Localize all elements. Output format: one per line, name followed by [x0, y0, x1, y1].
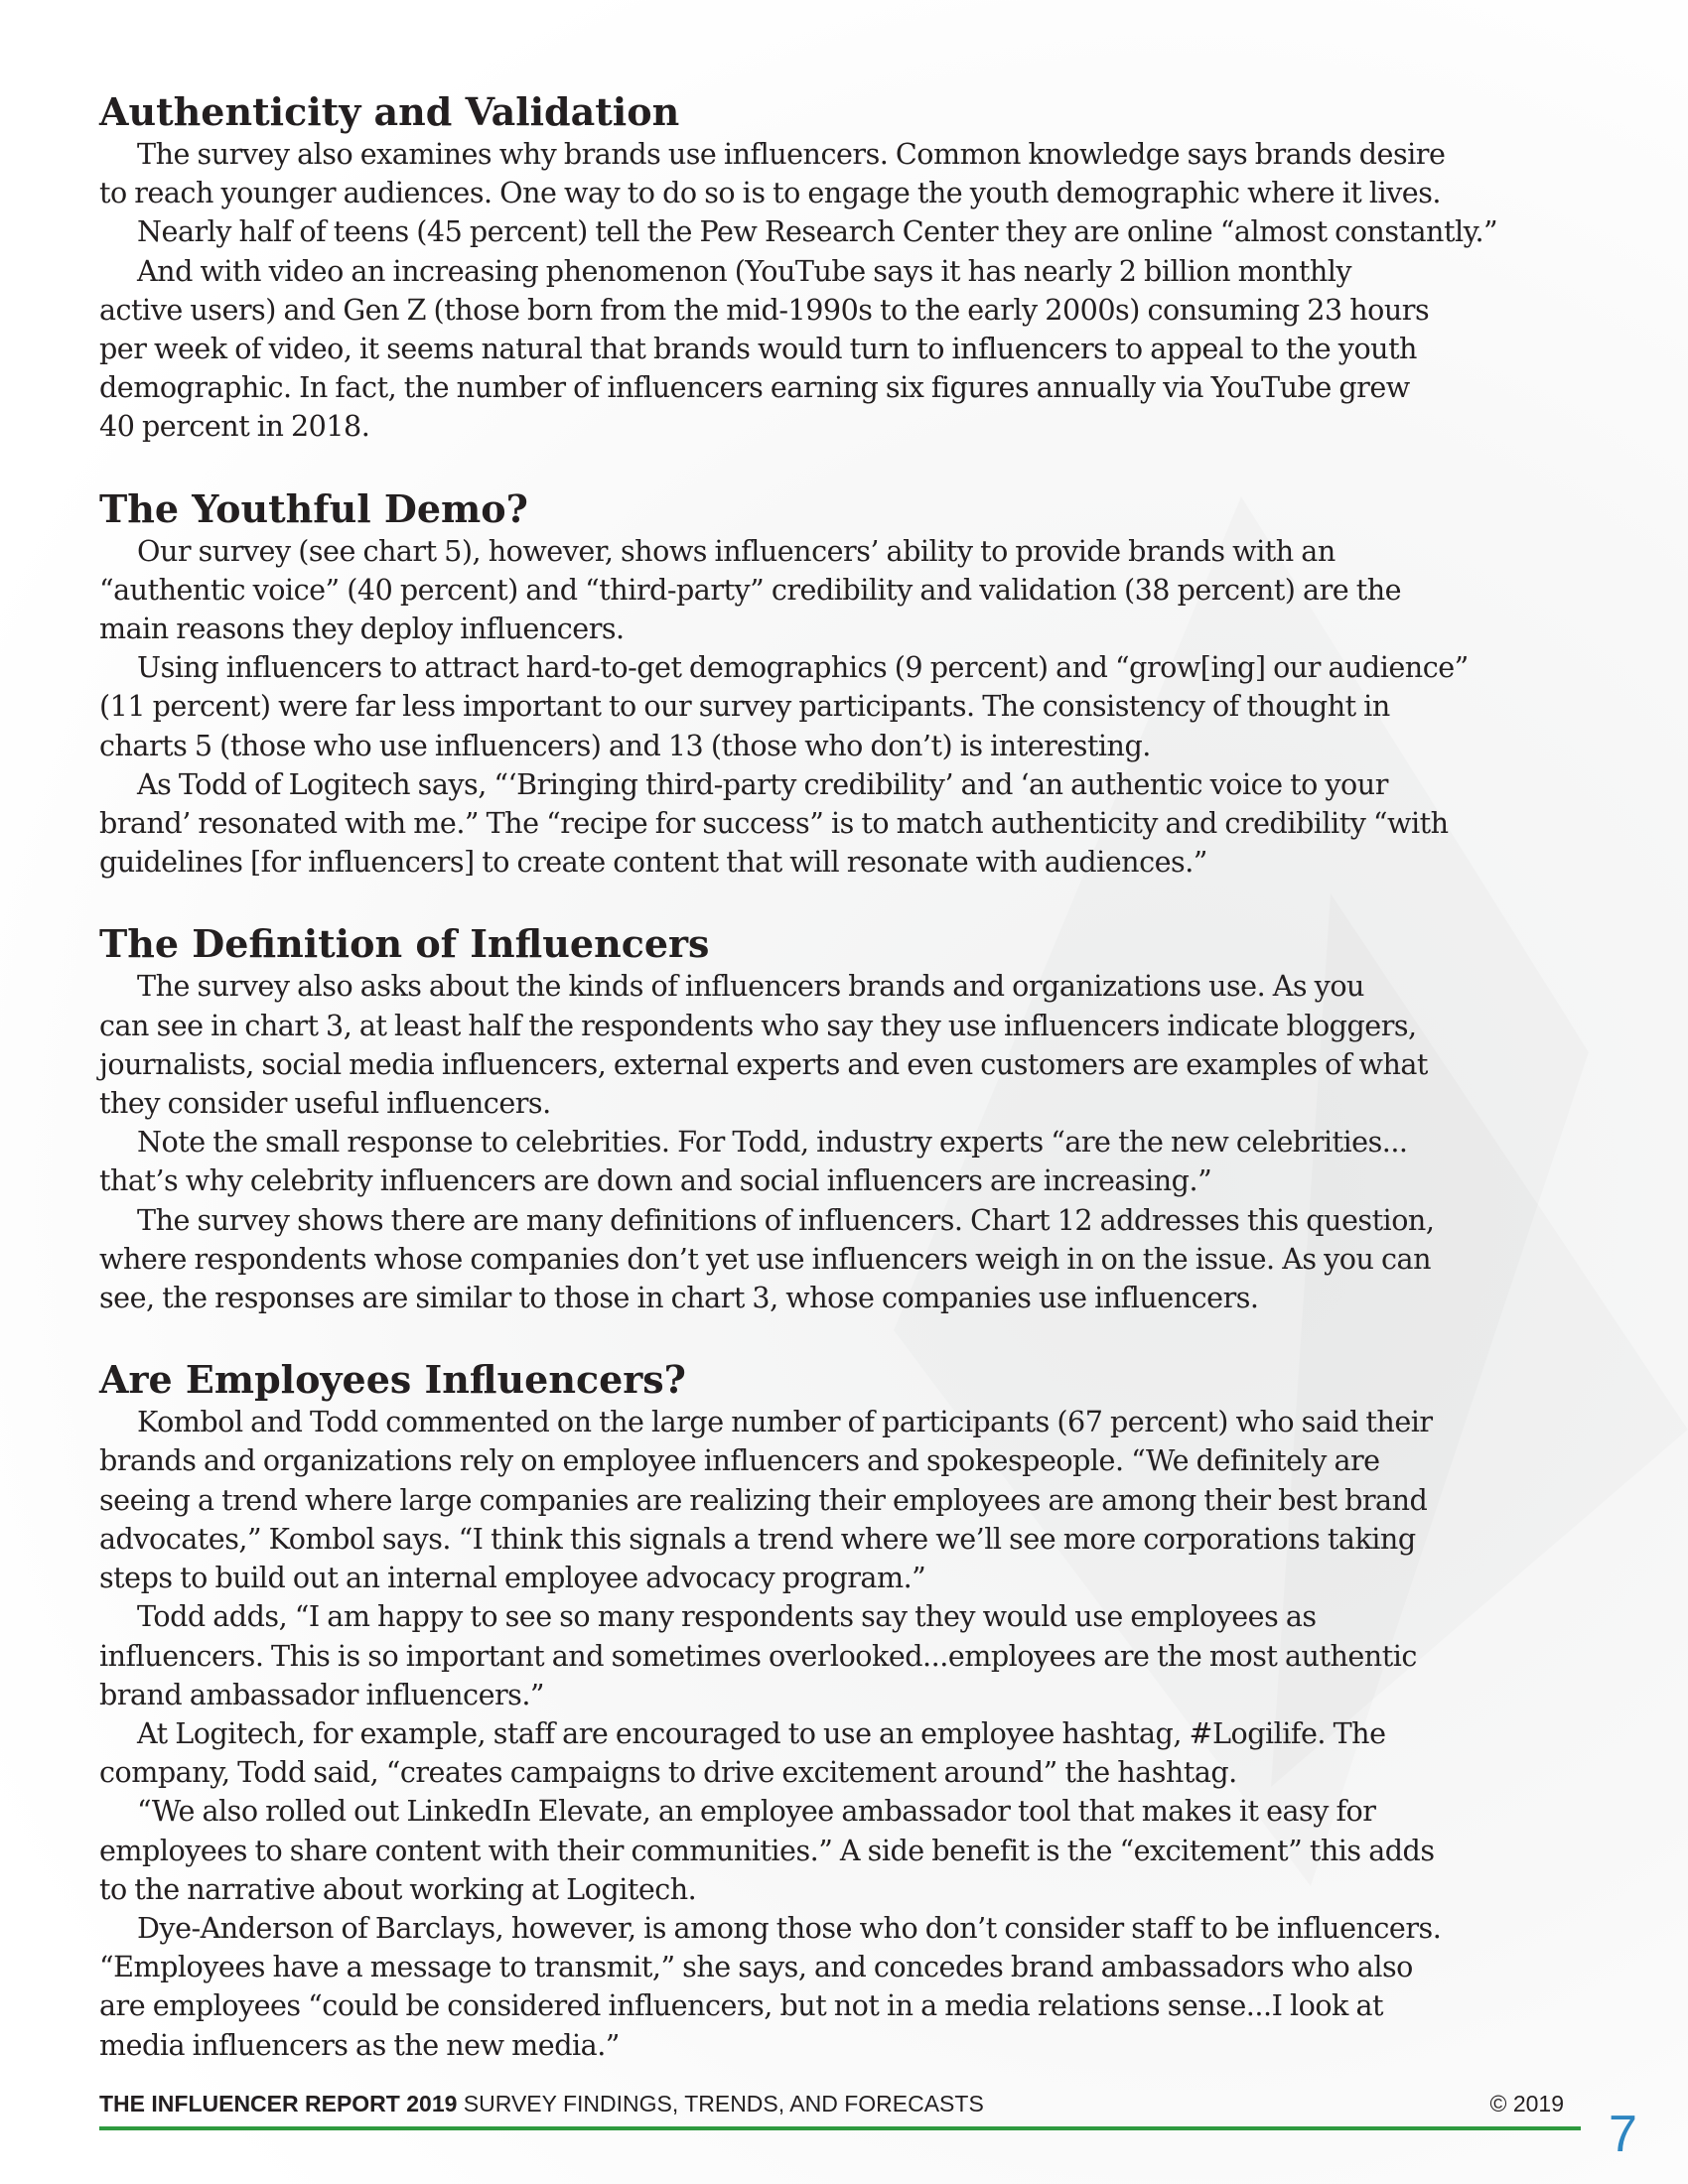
- body-line: that’s why celebrity influencers are down and social influencers are increasing.”: [99, 1163, 1212, 1198]
- body-line: Note the small response to celebrities. For Todd, industry experts “are the new celebrities...: [137, 1125, 1408, 1160]
- body-line: Kombol and Todd commented on the large number of participants (67 percent) who said their: [137, 1405, 1433, 1439]
- body-line: brand’ resonated with me.” The “recipe for success” is to match authenticity and credibility “with: [99, 806, 1449, 841]
- body-line: to the narrative about working at Logitech.: [99, 1871, 697, 1906]
- body-line: brands and organizations rely on employee influencers and spokespeople. “We definitely are: [99, 1443, 1380, 1478]
- article-section: [99, 1357, 1589, 2064]
- copyright: © 2019: [1489, 2091, 1564, 2116]
- article-section: [99, 921, 1589, 1317]
- section-heading: The Youthful Demo?: [99, 485, 528, 531]
- body-line: As Todd of Logitech says, “‘Bringing third-party credibility’ and ‘an authentic voice to your: [137, 766, 1388, 801]
- body-line: main reasons they deploy influencers.: [99, 612, 625, 646]
- body-line: steps to build out an internal employee advocacy program.”: [99, 1561, 926, 1595]
- body-line: The survey also examines why brands use influencers. Common knowledge says brands desire: [137, 137, 1446, 171]
- body-line: brand ambassador influencers.”: [99, 1677, 545, 1711]
- body-line: “We also rolled out LinkedIn Elevate, an employee ambassador tool that makes it easy for: [137, 1794, 1376, 1829]
- body-line: can see in chart 3, at least half the respondents who say they use influencers indicate bloggers,: [99, 1008, 1417, 1042]
- footer-rule: [99, 2126, 1581, 2130]
- body-line: influencers. This is so important and sometimes overlooked...employees are the most authentic: [99, 1638, 1417, 1673]
- body-line: demographic. In fact, the number of influencers earning six figures annually via YouTube grew: [99, 370, 1410, 405]
- section-heading: The Definition of Influencers: [99, 921, 710, 967]
- body-line: At Logitech, for example, staff are encouraged to use an employee hashtag, #Logilife. The: [137, 1715, 1386, 1750]
- body-line: Our survey (see chart 5), however, shows influencers’ ability to provide brands with an: [137, 533, 1336, 568]
- body-line: per week of video, it seems natural that brands would turn to influencers to appeal to the youth: [99, 332, 1417, 366]
- body-line: they consider useful influencers.: [99, 1086, 551, 1121]
- body-line: 40 percent in 2018.: [99, 409, 370, 444]
- page-number: 7: [1609, 2106, 1637, 2163]
- article-section: [99, 89, 1589, 447]
- body-line: “Employees have a message to transmit,” she says, and concedes brand ambassadors who also: [99, 1950, 1413, 1984]
- report-subtitle: SURVEY FINDINGS, TRENDS, AND FORECASTS: [457, 2091, 984, 2116]
- body-line: employees to share content with their communities.” A side benefit is the “excitement” this adds: [99, 1833, 1435, 1867]
- footer: [99, 2091, 1564, 2120]
- body-line: to reach younger audiences. One way to do so is to engage the youth demographic where it lives.: [99, 176, 1441, 210]
- report-title: THE INFLUENCER REPORT 2019: [99, 2091, 458, 2116]
- article-section: [99, 486, 1589, 883]
- body-line: And with video an increasing phenomenon (YouTube says it has nearly 2 billion monthly: [137, 253, 1352, 288]
- article-body: [99, 89, 1589, 2105]
- section-heading: Authenticity and Validation: [99, 89, 680, 134]
- body-line: journalists, social media influencers, external experts and even customers are examples of what: [99, 1046, 1428, 1081]
- body-line: “authentic voice” (40 percent) and “third-party” credibility and validation (38 percent) are the: [99, 572, 1402, 607]
- body-line: The survey also asks about the kinds of influencers brands and organizations use. As you: [137, 969, 1364, 1004]
- section-heading: Are Employees Influencers?: [99, 1357, 686, 1403]
- body-line: media influencers as the new media.”: [99, 2027, 620, 2062]
- body-line: Dye-Anderson of Barclays, however, is among those who don’t consider staff to be influencers.: [137, 1910, 1442, 1945]
- body-line: advocates,” Kombol says. “I think this signals a trend where we’ll see more corporations taking: [99, 1521, 1416, 1556]
- body-line: are employees “could be considered influencers, but not in a media relations sense...I look at: [99, 1988, 1383, 2023]
- body-line: Nearly half of teens (45 percent) tell the Pew Research Center they are online “almost constantly.”: [137, 214, 1498, 249]
- body-line: Using influencers to attract hard-to-get demographics (9 percent) and “grow[ing] our audience”: [137, 650, 1469, 685]
- body-line: see, the responses are similar to those in chart 3, whose companies use influencers.: [99, 1281, 1259, 1315]
- body-line: guidelines [for influencers] to create content that will resonate with audiences.”: [99, 845, 1207, 880]
- body-line: company, Todd said, “creates campaigns to drive excitement around” the hashtag.: [99, 1755, 1237, 1790]
- body-line: seeing a trend where large companies are realizing their employees are among their best brand: [99, 1482, 1428, 1517]
- body-line: active users) and Gen Z (those born from the mid-1990s to the early 2000s) consuming 23 hours: [99, 292, 1430, 327]
- body-line: Todd adds, “I am happy to see so many respondents say they would use employees as: [137, 1599, 1317, 1634]
- body-line: where respondents whose companies don’t yet use influencers weigh in on the issue. As you can: [99, 1241, 1431, 1276]
- body-line: The survey shows there are many definitions of influencers. Chart 12 addresses this question,: [137, 1202, 1435, 1237]
- body-line: (11 percent) were far less important to our survey participants. The consistency of thought in: [99, 689, 1390, 724]
- body-line: charts 5 (those who use influencers) and 13 (those who don’t) is interesting.: [99, 728, 1151, 762]
